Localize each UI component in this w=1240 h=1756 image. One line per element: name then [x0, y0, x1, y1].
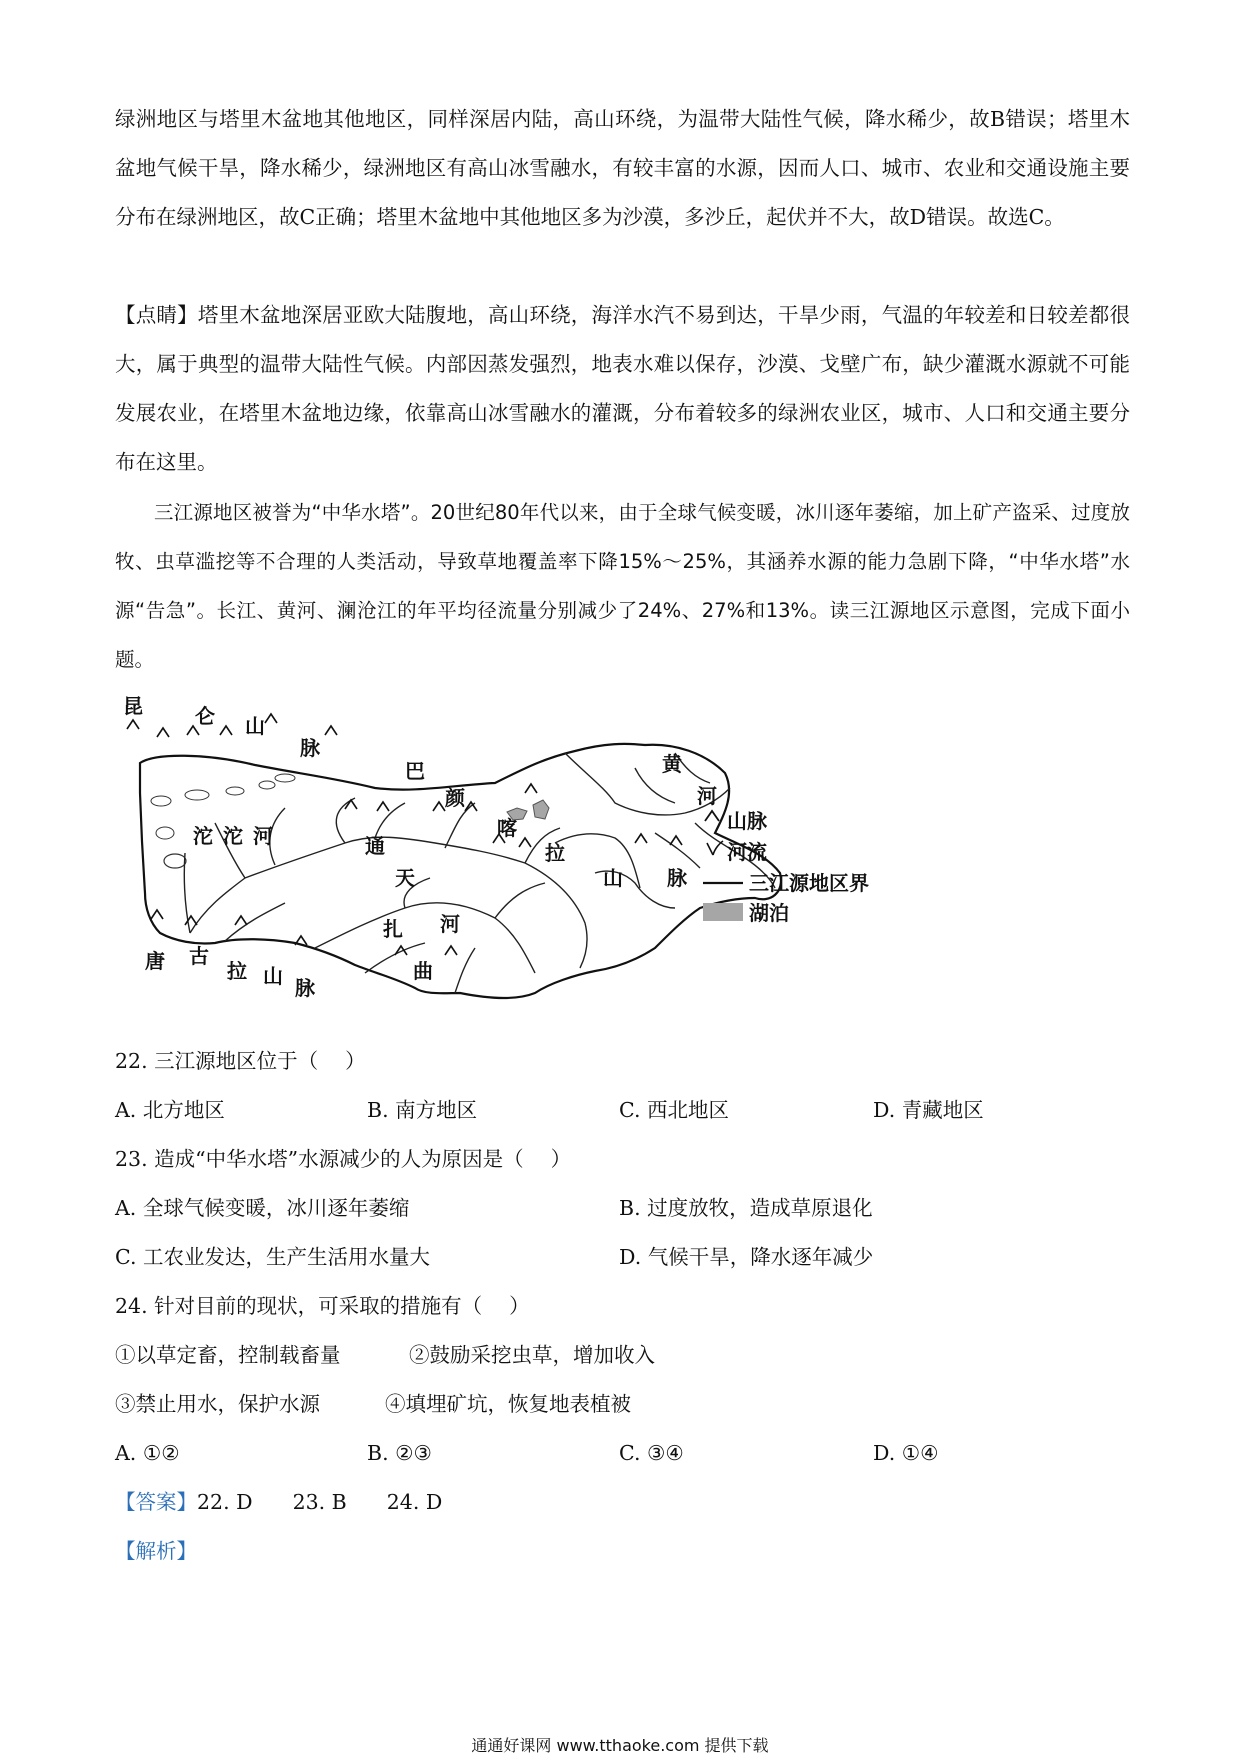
small-lake	[275, 774, 295, 782]
legend-lake-label: 湖泊	[749, 901, 789, 925]
q24-option-d[interactable]: D. ①④	[873, 1441, 939, 1465]
q23-option-c[interactable]: C. 工农业发达，生产生活用水量大	[115, 1245, 430, 1269]
label-shan1: 山	[245, 714, 265, 738]
q22-option-a[interactable]: A. 北方地区	[115, 1098, 225, 1122]
label-ka: 喀	[497, 816, 517, 840]
explanation-paragraph	[115, 95, 1130, 242]
small-lake	[164, 854, 186, 868]
question-24-stem: 24. 针对目前的现状，可采取的措施有（ ）	[115, 1294, 530, 1318]
label-huang: 黄	[662, 752, 682, 776]
lake-2	[533, 800, 549, 819]
q22-option-c[interactable]: C. 西北地区	[619, 1098, 729, 1122]
label-la1: 拉	[545, 841, 565, 865]
analysis-tag: 【解析】	[115, 1539, 197, 1563]
label-tuotuo: 沱沱河	[193, 824, 283, 848]
question-22-stem: 22. 三江源地区位于（ ）	[115, 1049, 366, 1073]
legend-river-label: 河流	[727, 840, 767, 864]
answer-22: 22. D	[197, 1490, 253, 1514]
label-ba: 巴	[405, 759, 425, 783]
label-gu: 古	[189, 944, 209, 968]
map-legend	[703, 809, 869, 925]
dianjing-text: 塔里木盆地深居亚欧大陆腹地，高山环绕，海洋水汽不易到达，干旱少雨，气温的年较差和日较差都很大，属于典型的温带大陆性气候。内部因蒸发强烈，地表水难以保存，沙漠、戈壁广布，缺少灌溉水源就不可能发展农业，在塔里木盆地边缘，依靠高山冰雪融水的灌溉，分布着较多的绿洲农业区，城市、人口和交通主要分布在这里。	[115, 303, 1130, 474]
explanation-text: 绿洲地区与塔里木盆地其他地区，同样深居内陆，高山环绕，为温带大陆性气候，降水稀少，故B错误；塔里木盆地气候干旱，降水稀少，绿洲地区有高山冰雪融水，有较丰富的水源，因而人口、城市、农业和交通设施主要分布在绿洲地区，故C正确；塔里木盆地中其他地区多为沙漠，多沙丘，起伏并不大，故D错误。故选C。	[115, 107, 1130, 229]
legend-boundary-label: 三江源地区界	[749, 871, 869, 895]
small-lake	[156, 827, 174, 839]
q24-option-b[interactable]: B. ②③	[367, 1441, 432, 1465]
q24-option-a[interactable]: A. ①②	[115, 1441, 180, 1465]
question-23-stem: 23. 造成“中华水塔”水源减少的人为原因是（ ）	[115, 1147, 572, 1171]
q24-item-4: ④填埋矿坑，恢复地表植被	[385, 1392, 631, 1416]
label-lun: 仑	[195, 704, 215, 728]
legend-mountain-label: 山脉	[727, 809, 767, 833]
label-mai1: 脉	[300, 736, 320, 760]
q22-option-d[interactable]: D. 青藏地区	[873, 1098, 984, 1122]
label-la2: 拉	[227, 959, 247, 983]
q23-option-a[interactable]: A. 全球气候变暖，冰川逐年萎缩	[115, 1196, 410, 1220]
small-lake	[185, 790, 209, 800]
label-he2: 河	[697, 784, 717, 808]
material-paragraph	[115, 488, 1130, 684]
label-shan3: 山	[263, 964, 283, 988]
q24-item-1: ①以草定畜，控制载畜量	[115, 1343, 341, 1367]
sanjiangyuan-map	[115, 693, 985, 1023]
dianjing-tag: 【点睛】	[115, 303, 198, 327]
small-lake	[151, 796, 171, 806]
material-text: 三江源地区被誉为“中华水塔”。20世纪80年代以来，由于全球气候变暖，冰川逐年萎缩，加上矿产盗采、过度放牧、虫草滥挖等不合理的人类活动，导致草地覆盖率下降15%～25%，其涵养水源的能力急剧下降，“中华水塔”水源“告急”。长江、黄河、澜沧江的年平均径流量分别减少了24%、27%和13%。读三江源地区示意图，完成下面小题。	[115, 501, 1130, 671]
label-tang: 唐	[145, 949, 165, 973]
q23-option-d[interactable]: D. 气候干旱，降水逐年减少	[619, 1245, 874, 1269]
river-icon	[707, 841, 723, 855]
lake-swatch-icon	[703, 903, 743, 921]
q24-option-c[interactable]: C. ③④	[619, 1441, 684, 1465]
q24-item-2: ②鼓励采挖虫草，增加收入	[409, 1343, 655, 1367]
answer-24: 24. D	[386, 1490, 443, 1514]
answer-23: 23. B	[292, 1490, 347, 1514]
label-qu: 曲	[413, 959, 433, 983]
label-tian: 天	[395, 866, 415, 890]
dianjing-paragraph	[115, 291, 1130, 487]
label-he1: 河	[440, 912, 460, 936]
answer-line	[115, 1487, 442, 1517]
q22-option-b[interactable]: B. 南方地区	[367, 1098, 478, 1122]
q23-option-b[interactable]: B. 过度放牧，造成草原退化	[619, 1196, 873, 1220]
label-yan: 颜	[445, 786, 465, 810]
mountain-icon	[705, 811, 719, 821]
label-kun: 昆	[123, 694, 143, 718]
small-lake	[259, 781, 275, 789]
label-zha: 扎	[383, 917, 403, 941]
small-lake	[226, 787, 244, 795]
page-footer[interactable]: 通通好课网 www.tthaoke.com 提供下载	[471, 1736, 769, 1755]
q24-item-3: ③禁止用水，保护水源	[115, 1392, 320, 1416]
label-shan2: 山	[603, 866, 623, 890]
label-mai2: 脉	[667, 866, 687, 890]
label-mai3: 脉	[295, 976, 315, 1000]
answer-tag: 【答案】	[115, 1490, 197, 1514]
label-tong: 通	[365, 834, 385, 858]
